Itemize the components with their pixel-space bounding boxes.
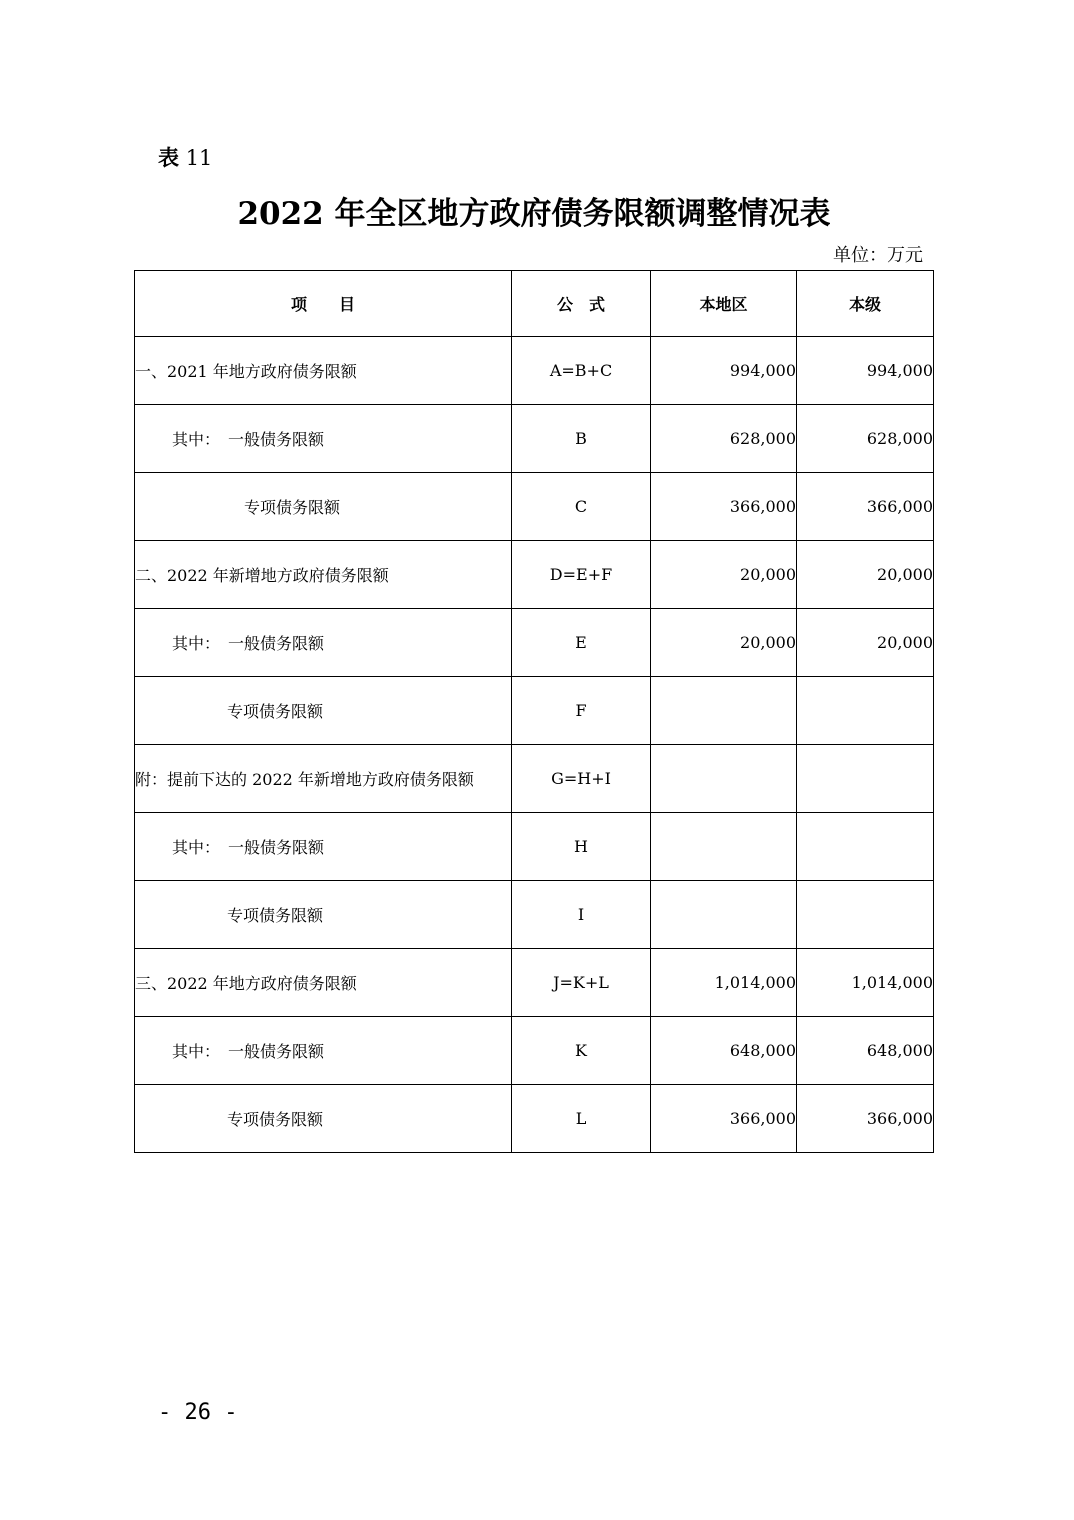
row-region-value <box>651 677 797 745</box>
row-local-value: 20,000 <box>797 609 934 677</box>
table-label-number: 11 <box>185 146 213 170</box>
row-local-value: 366,000 <box>797 1085 934 1153</box>
column-header-local: 本级 <box>797 271 934 337</box>
table-row <box>135 609 934 677</box>
row-formula: C <box>512 473 651 541</box>
row-local-value <box>797 745 934 813</box>
table-header-row <box>135 271 934 337</box>
row-formula: F <box>512 677 651 745</box>
row-local-value: 20,000 <box>797 541 934 609</box>
table-row <box>135 1017 934 1085</box>
row-formula: J=K+L <box>512 949 651 1017</box>
table-label-word: 表 <box>158 146 179 170</box>
row-local-value <box>797 813 934 881</box>
document-title: 2022 年全区地方政府债务限额调整情况表 <box>237 196 831 232</box>
column-header-item: 项 目 <box>135 271 512 337</box>
row-formula: L <box>512 1085 651 1153</box>
row-region-value: 994,000 <box>651 337 797 405</box>
row-local-value: 366,000 <box>797 473 934 541</box>
row-region-value: 20,000 <box>651 609 797 677</box>
table-row <box>135 337 934 405</box>
row-item: 一、2021 年地方政府债务限额 <box>135 337 512 405</box>
row-formula: I <box>512 881 651 949</box>
row-region-value: 20,000 <box>651 541 797 609</box>
table-row <box>135 1085 934 1153</box>
row-region-value <box>651 881 797 949</box>
row-item: 专项债务限额 <box>135 881 512 949</box>
row-item: 专项债务限额 <box>135 473 512 541</box>
table-row <box>135 405 934 473</box>
row-local-value: 1,014,000 <box>797 949 934 1017</box>
row-item: 二、2022 年新增地方政府债务限额 <box>135 541 512 609</box>
table-row <box>135 541 934 609</box>
column-header-formula: 公 式 <box>512 271 651 337</box>
row-item: 附：提前下达的 2022 年新增地方政府债务限额 <box>135 745 512 813</box>
row-item: 其中： 一般债务限额 <box>135 1017 512 1085</box>
row-formula: A=B+C <box>512 337 651 405</box>
row-item: 其中： 一般债务限额 <box>135 609 512 677</box>
table-row <box>135 813 934 881</box>
row-local-value: 628,000 <box>797 405 934 473</box>
row-formula: G=H+I <box>512 745 651 813</box>
row-formula: E <box>512 609 651 677</box>
table-row <box>135 745 934 813</box>
row-region-value: 366,000 <box>651 473 797 541</box>
table-row <box>135 473 934 541</box>
row-item: 专项债务限额 <box>135 1085 512 1153</box>
row-region-value: 628,000 <box>651 405 797 473</box>
row-item: 三、2022 年地方政府债务限额 <box>135 949 512 1017</box>
row-local-value <box>797 677 934 745</box>
row-formula: D=E+F <box>512 541 651 609</box>
column-header-region: 本地区 <box>651 271 797 337</box>
page-number: - 26 - <box>158 1400 238 1425</box>
table-body <box>135 337 934 1153</box>
row-local-value: 994,000 <box>797 337 934 405</box>
row-item: 专项债务限额 <box>135 677 512 745</box>
row-local-value <box>797 881 934 949</box>
unit-label: 单位：万元 <box>833 245 923 266</box>
table-label <box>158 143 212 173</box>
row-region-value <box>651 813 797 881</box>
row-item: 其中： 一般债务限额 <box>135 813 512 881</box>
table-row <box>135 677 934 745</box>
row-formula: K <box>512 1017 651 1085</box>
row-item: 其中： 一般债务限额 <box>135 405 512 473</box>
row-region-value: 366,000 <box>651 1085 797 1153</box>
debt-limit-table <box>134 270 934 1153</box>
row-formula: H <box>512 813 651 881</box>
row-region-value: 648,000 <box>651 1017 797 1085</box>
table-row <box>135 881 934 949</box>
row-local-value: 648,000 <box>797 1017 934 1085</box>
row-region-value: 1,014,000 <box>651 949 797 1017</box>
row-region-value <box>651 745 797 813</box>
table-row <box>135 949 934 1017</box>
row-formula: B <box>512 405 651 473</box>
